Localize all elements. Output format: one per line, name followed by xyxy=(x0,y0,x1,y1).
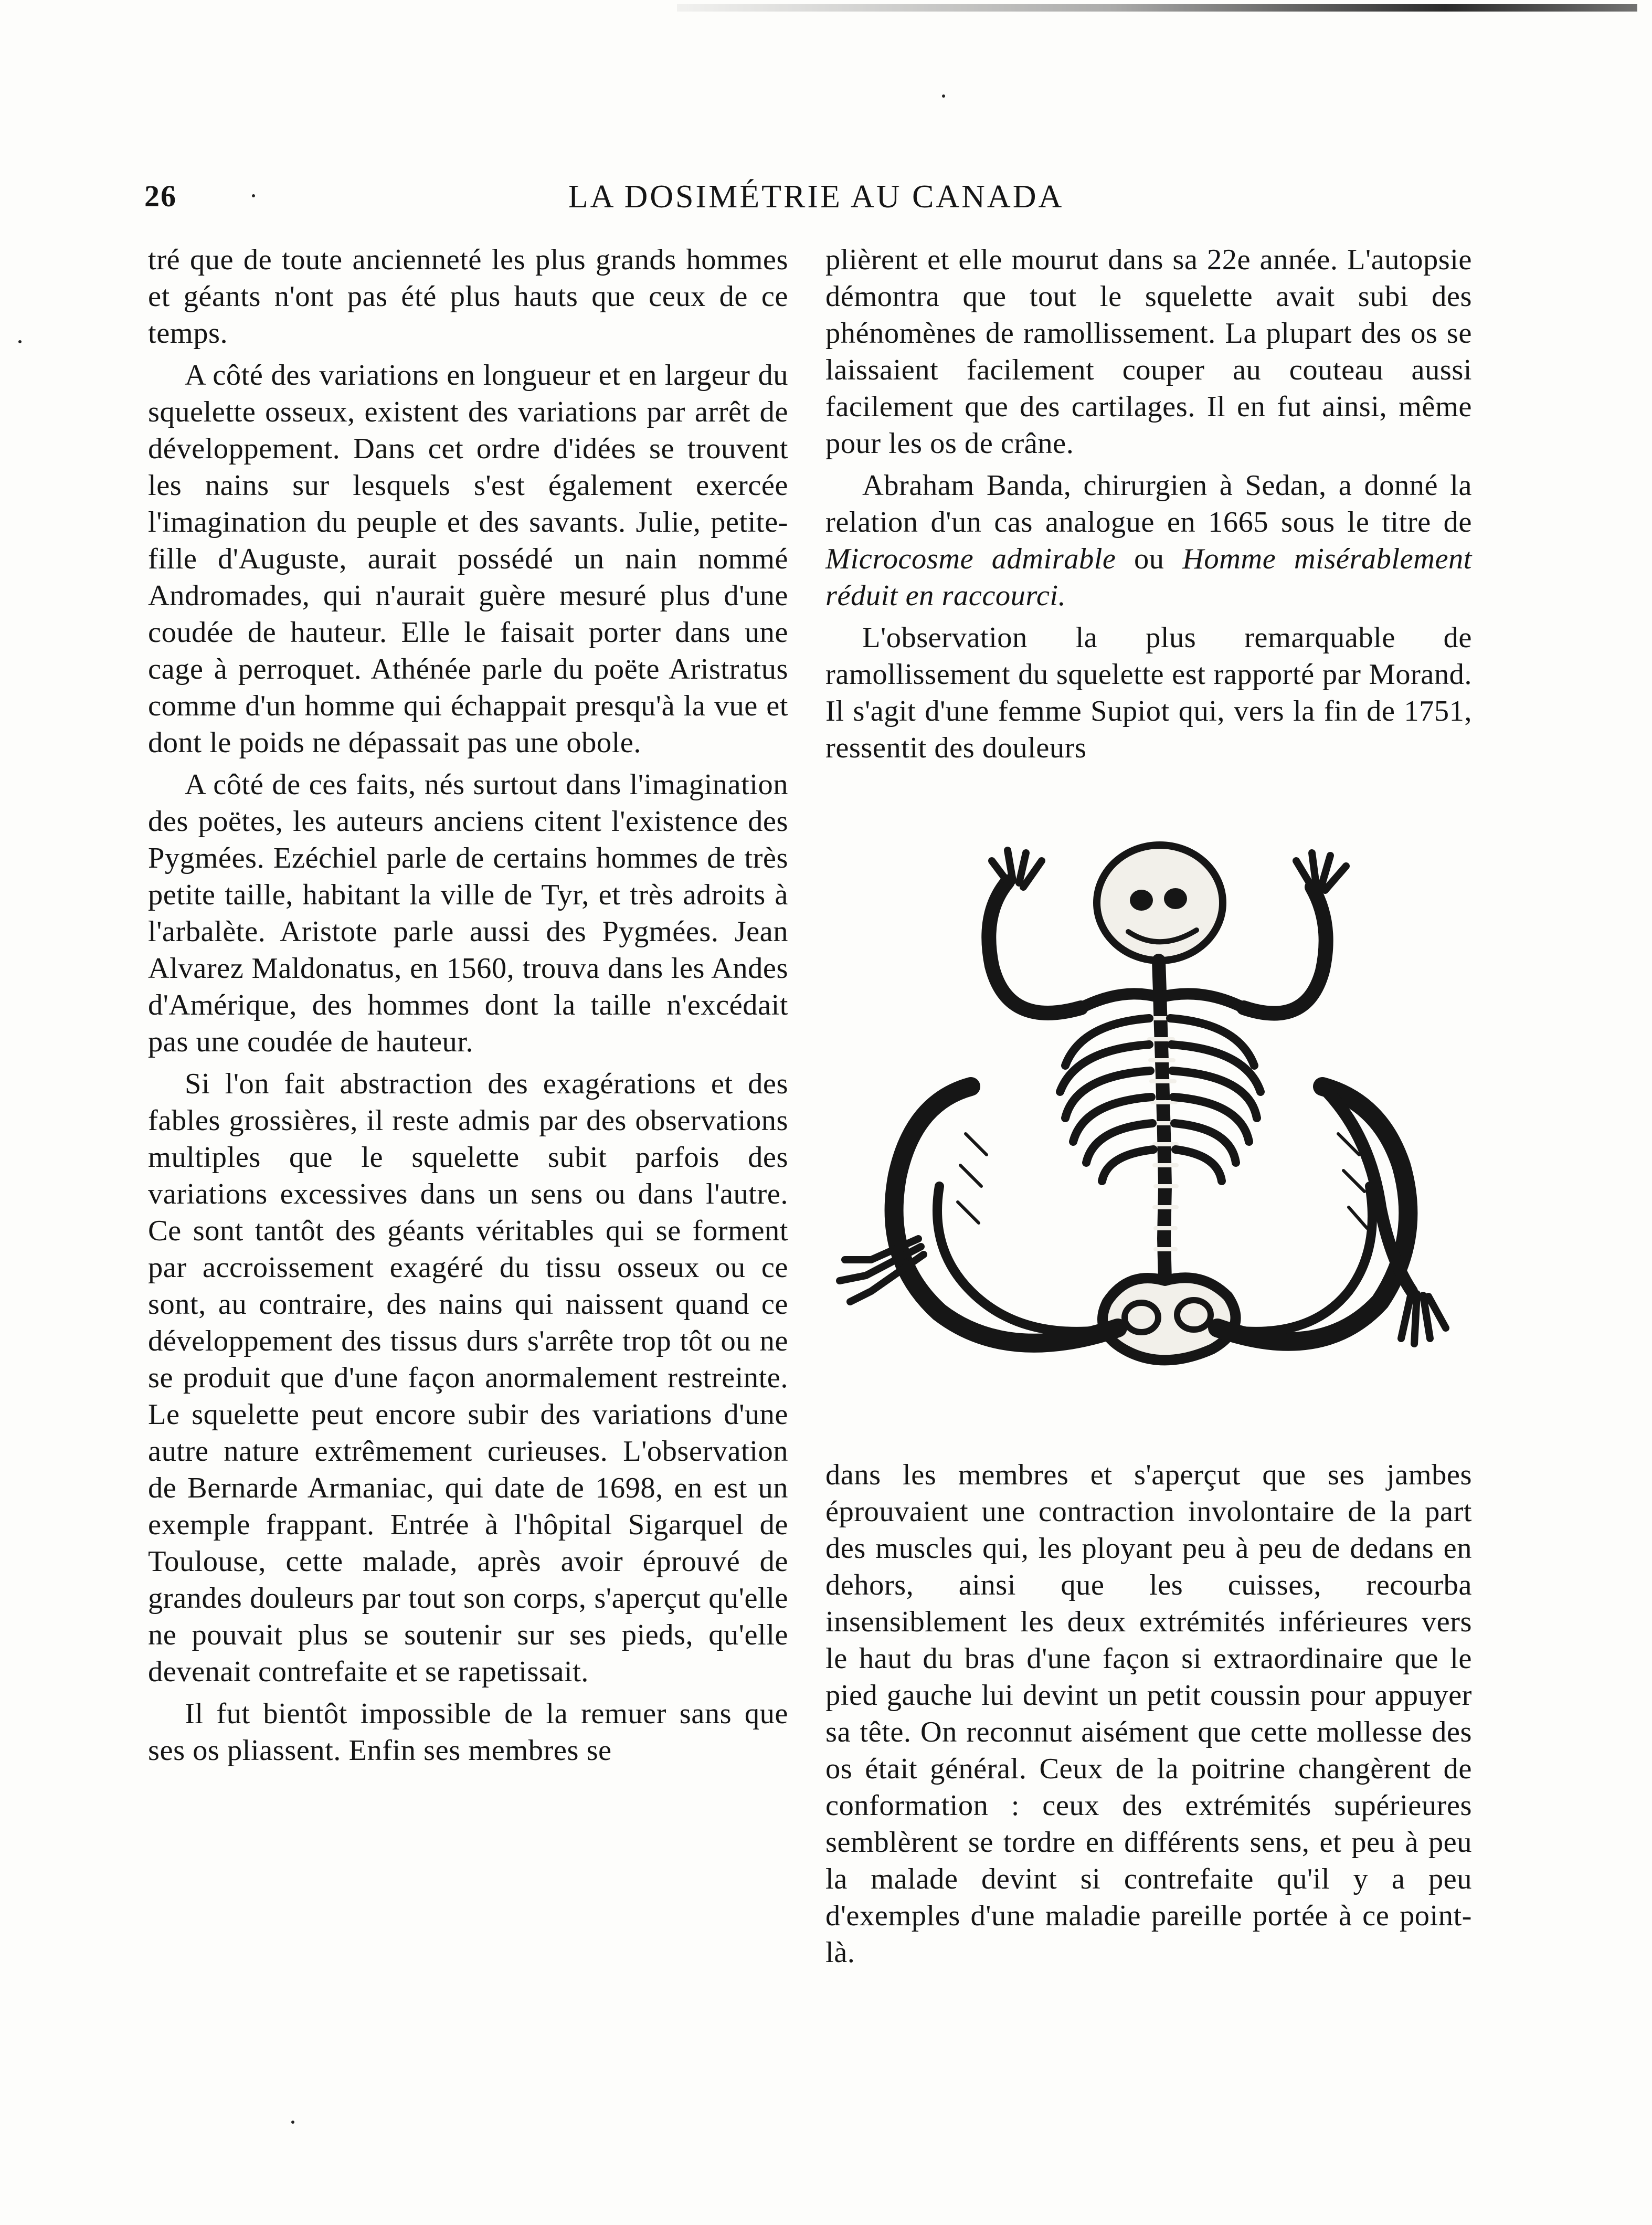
paragraph-text: Abraham Banda, chirurgien à Sedan, a donné la relation d'un cas analogue en 1665 sous le titre de xyxy=(825,469,1472,539)
right-column-top xyxy=(825,241,1472,766)
paragraph: tré que de toute ancienneté les plus grands hommes et géants n'ont pas été plus hauts que ceux de ce temps. xyxy=(148,244,788,350)
paragraph: Si l'on fait abstraction des exagérations et des fables grossières, il reste admis par des observations multiples que le squelette subit parfois des variations excessives dans un sens ou dans l'autre. Ce sont tantôt des géants véritables qui se forment par accroissement exagéré du tissu osseux ou ce sont, au contraire, des nains qui naissent quand ce développement des tissus durs s'arrête trop tôt ou ne se produit que d'une façon anormalement restreinte. Le squelette peut encore subir des variations d'une autre nature extrêmement curieuses. L'observation de Bernarde Armaniac, qui date de 1698, en est un exemple frappant. Entrée à l'hôpital Sigarquel de Toulouse, cette malade, après avoir éprouvé de grandes douleurs par tout son corps, s'aperçut qu'elle ne pouvait plus se soutenir sur ses pieds, qu'elle devenait contrefaite et se rapetissait. xyxy=(148,1068,788,1688)
paragraph: A côté des variations en longueur et en largeur du squelette osseux, existent des variations par arrêt de développement. Dans cet ordre d'idées se trouvent les nains sur lesquels s'est également exercée l'imagination du peuple et des savants. Julie, petite-fille d'Auguste, aurait possédé un nain nommé Andromades, qui n'aurait guère mesuré plus d'une coudée de hauteur. Elle le faisait porter dans une cage à perroquet. Athénée parle du poëte Aristratus comme d'un homme qui échappait presqu'à la vue et dont le poids ne dépassait pas une obole. xyxy=(148,359,788,759)
left-column xyxy=(148,241,788,1769)
speck xyxy=(942,94,945,98)
speck xyxy=(18,340,22,343)
right-column-bottom xyxy=(825,1457,1472,1971)
deformed-skeleton-icon xyxy=(834,840,1477,1417)
running-title: LA DOSIMÉTRIE AU CANADA xyxy=(568,179,1064,215)
book-title: Microcosme admirable xyxy=(825,543,1116,575)
paragraph: A côté de ces faits, nés surtout dans l'imagination des poëtes, les auteurs anciens citent l'existence des Pygmées. Ezéchiel parle de certains hommes de très petite taille, habitant la ville de Tyr, et très adroits à l'arbalète. Aristote parle aussi des Pygmées. Jean Alvarez Maldonatus, en 1560, trouva dans les Andes d'Amérique, des hommes dont la taille n'excédait pas une coudée de hauteur. xyxy=(148,768,788,1058)
paragraph-text: ou xyxy=(1116,543,1183,575)
skeleton-figure xyxy=(834,840,1477,1417)
paragraph: plièrent et elle mourut dans sa 22e année. L'autopsie démontra que tout le squelette avait subi des phénomènes de ramollissement. La plupart des os se laissaient facilement couper au couteau aussi facilement que des cartilages. Il en fut ainsi, même pour les os de crâne. xyxy=(825,244,1472,460)
paragraph: dans les membres et s'aperçut que ses jambes éprouvaient une contraction involontaire de la part des muscles qui, les ployant peu à peu de dedans en dehors, ainsi que les cuisses, recourba insensiblement les deux extrémités inférieures vers le haut du bras d'une façon si extraordinaire que le pied gauche lui devint un petit coussin pour appuyer sa tête. On reconnut aisément que cette mollesse des os était général. Ceux de la poitrine changèrent de conformation : ceux des extrémités supérieures semblèrent se tordre en différents sens, et peu à peu la malade devint si contrefaite qu'il y a peu d'exemples d'une maladie pareille portée à ce point-là. xyxy=(825,1459,1472,1969)
page-header xyxy=(144,178,1488,226)
speck xyxy=(291,2121,294,2124)
top-edge-rule xyxy=(677,4,1637,12)
paragraph: Il fut bientôt impossible de la remuer sans que ses os pliassent. Enfin ses membres se xyxy=(148,1697,788,1767)
book-title: Homme misérablement réduit en raccourci. xyxy=(825,543,1472,612)
page-number: 26 xyxy=(144,179,177,213)
paragraph xyxy=(825,467,1472,614)
paragraph: L'observation la plus remarquable de ramollissement du squelette est rapporté par Morand. Il s'agit d'une femme Supiot qui, vers la fin de 1751, ressentit des douleurs xyxy=(825,621,1472,764)
